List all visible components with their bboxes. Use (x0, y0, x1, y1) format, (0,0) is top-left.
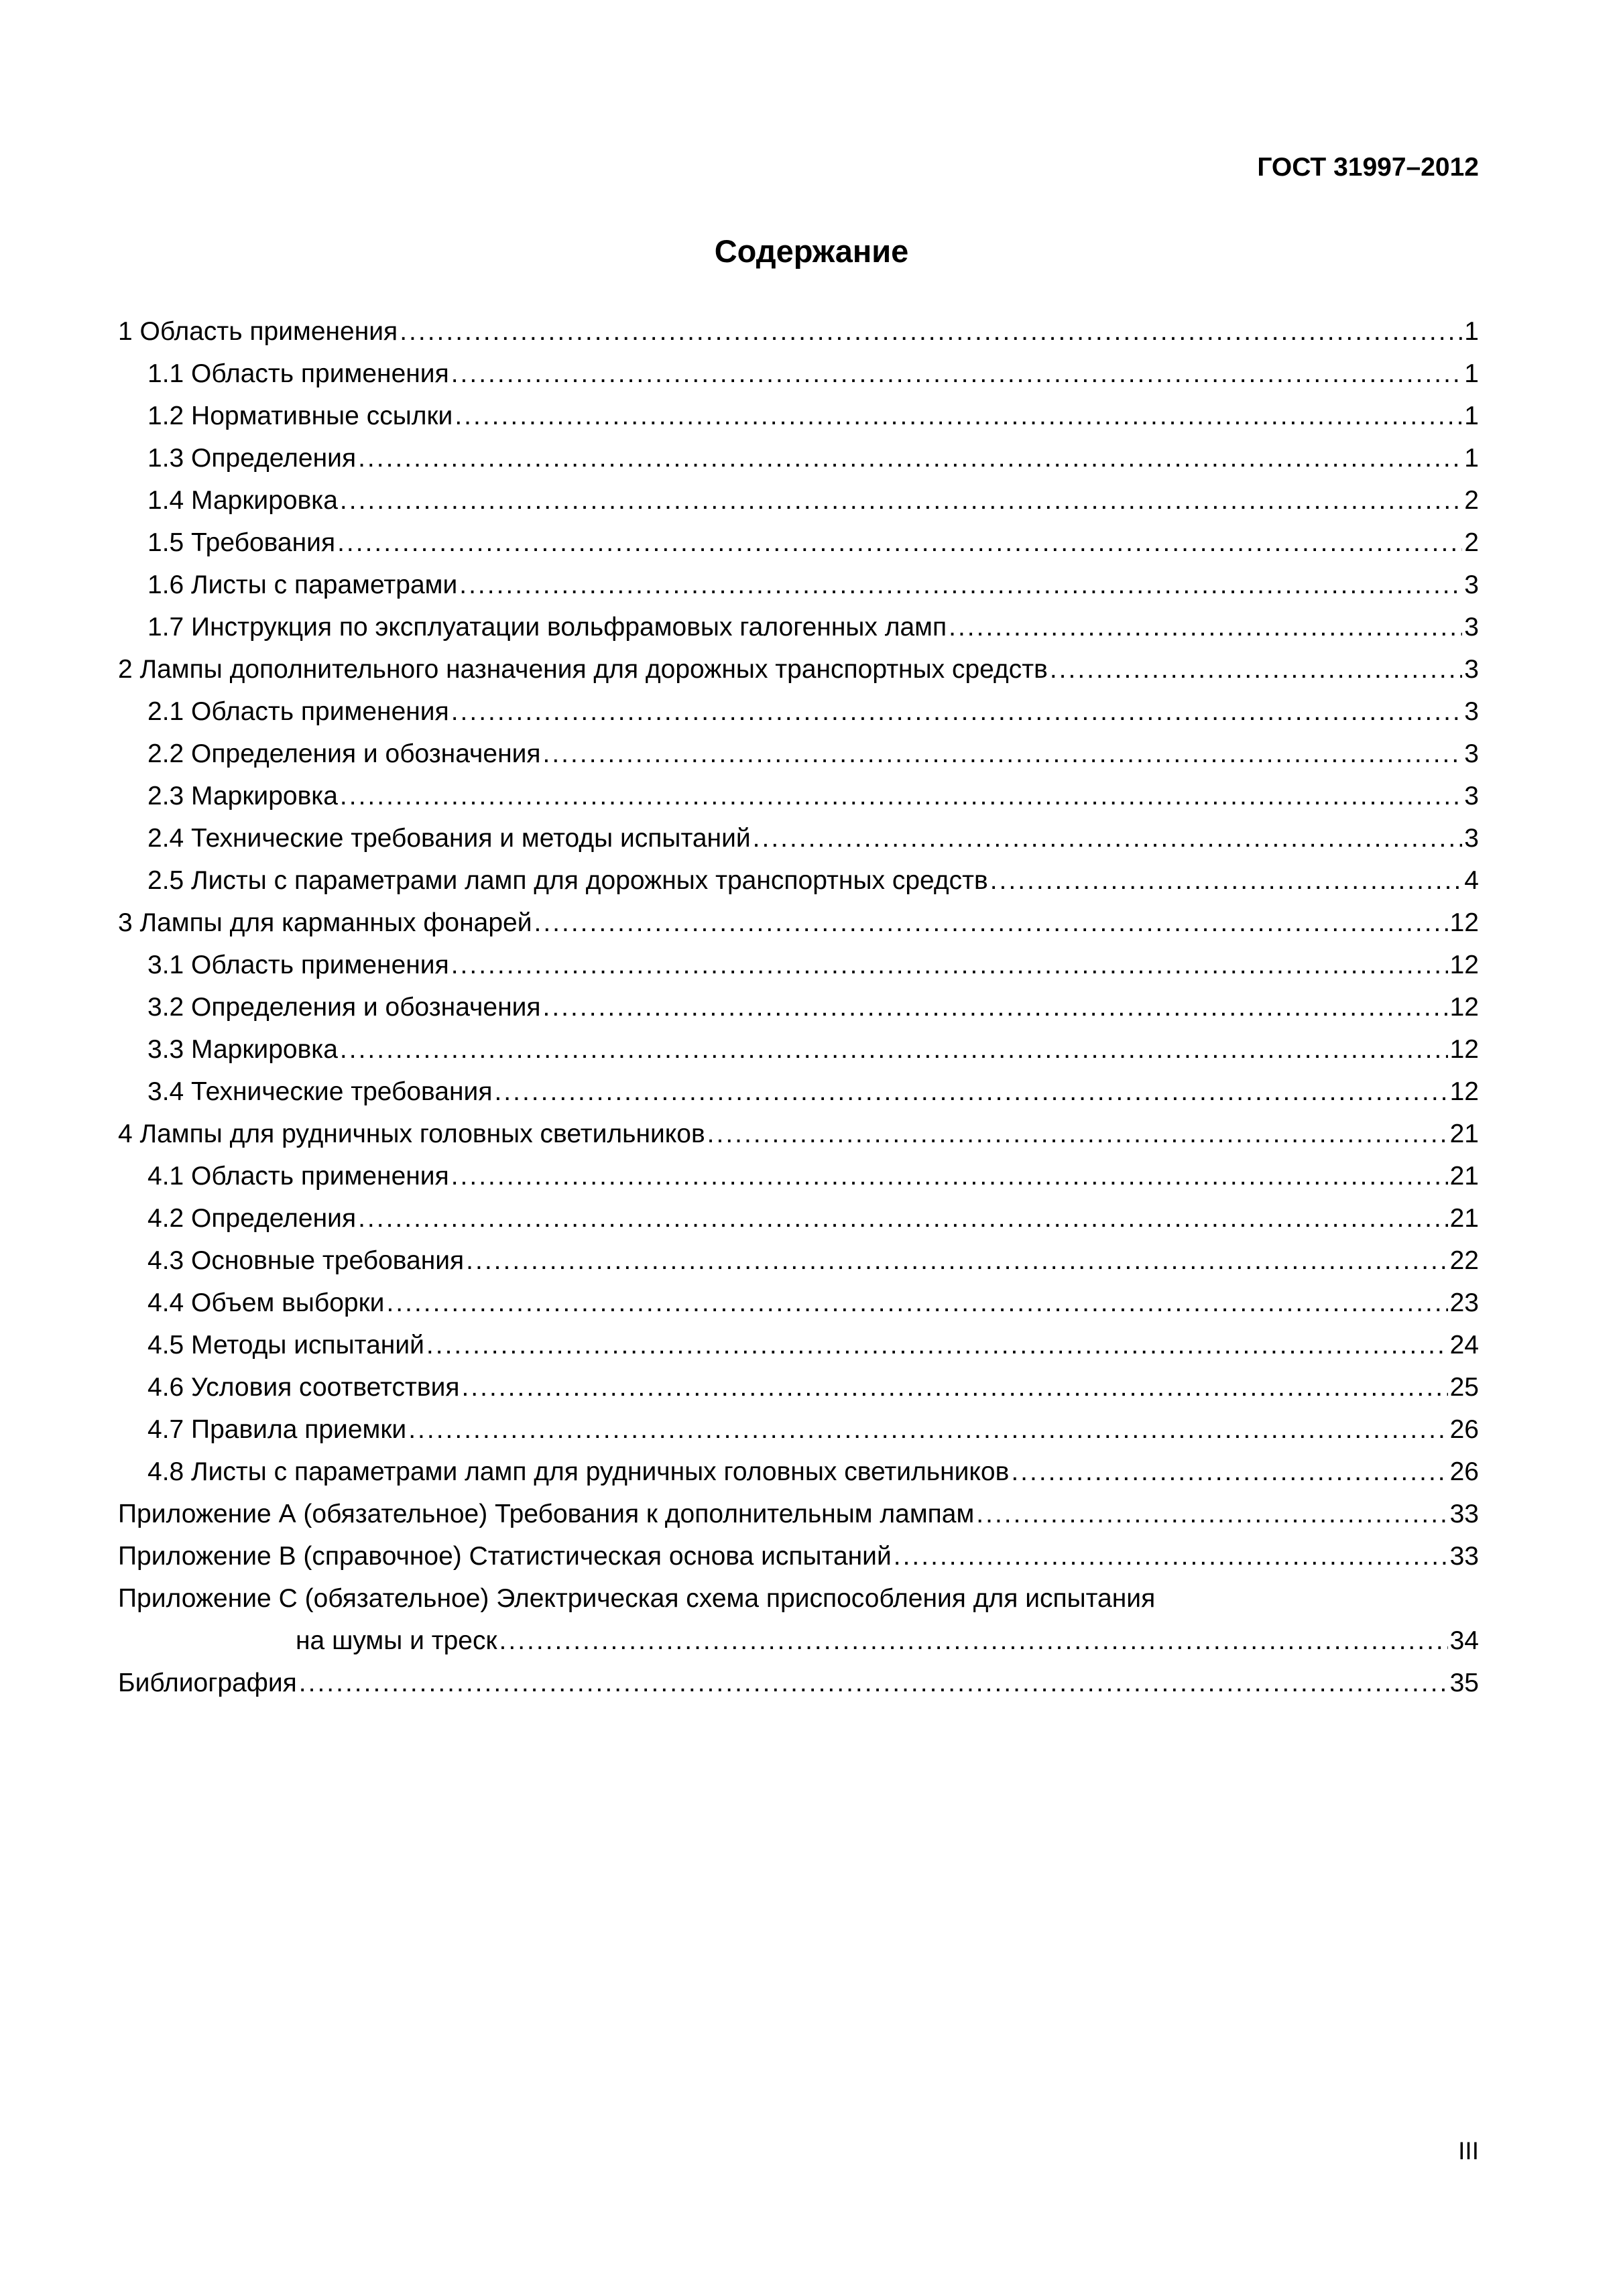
toc-entry-page: 1 (1464, 359, 1479, 388)
toc-dot-leader (461, 1366, 1447, 1408)
toc-entry-title: 3.2 Определения и обозначения (147, 993, 541, 1022)
toc-entry[interactable] (118, 733, 1479, 775)
toc-entry-title: 4.4 Объем выборки (147, 1288, 385, 1317)
toc-entry[interactable] (118, 1197, 1479, 1240)
toc-entry-title: 2.4 Технические требования и методы испытаний (147, 824, 751, 853)
toc-dot-leader (753, 817, 1463, 859)
toc-entry[interactable] (118, 817, 1479, 859)
toc-entry[interactable] (118, 1155, 1479, 1197)
toc-entry-title: 4.5 Методы испытаний (147, 1331, 424, 1360)
toc-dot-leader (340, 1028, 1448, 1071)
toc-entry-title: 3.1 Область применения (147, 951, 449, 979)
toc-entry[interactable] (118, 437, 1479, 479)
toc-entry-title-line2: на шумы и треск (296, 1626, 497, 1655)
toc-dot-leader (894, 1535, 1448, 1577)
toc-dot-leader (455, 395, 1462, 437)
toc-entry-title: 4.7 Правила приемки (147, 1415, 407, 1444)
document-code: ГОСТ 31997–2012 (1257, 153, 1479, 182)
toc-entry-title: Библиография (118, 1669, 297, 1697)
toc-entry-page: 33 (1449, 1542, 1479, 1571)
toc-entry-title: 1.2 Нормативные ссылки (147, 402, 453, 430)
toc-entry-page: 21 (1449, 1162, 1479, 1191)
toc-entry-page: 3 (1464, 570, 1479, 599)
toc-entry[interactable] (118, 1282, 1479, 1324)
toc-entry-title: 2.5 Листы с параметрами ламп для дорожных транспортных средств (147, 866, 988, 895)
toc-entry-page: 23 (1449, 1288, 1479, 1317)
toc-entry-title: 2.2 Определения и обозначения (147, 739, 541, 768)
toc-dot-leader (358, 1197, 1448, 1240)
toc-entry[interactable] (118, 648, 1479, 690)
toc-dot-leader (451, 944, 1448, 986)
toc-entry[interactable] (118, 1240, 1479, 1282)
toc-entry-page: 3 (1464, 655, 1479, 684)
toc-entry-page: 12 (1449, 993, 1479, 1022)
toc-entry-title: 4.3 Основные требования (147, 1246, 465, 1275)
toc-entry[interactable] (118, 1366, 1479, 1408)
toc-entry[interactable] (118, 1408, 1479, 1451)
toc-dot-leader (543, 986, 1448, 1028)
toc-entry-page: 21 (1449, 1204, 1479, 1233)
toc-entry-title: 1.6 Листы с параметрами (147, 570, 458, 599)
toc-dot-leader (494, 1071, 1447, 1113)
toc-entry-page: 12 (1449, 1077, 1479, 1106)
toc-entry-title: Приложение С (обязательное) Электрическая схема приспособления для испытания (118, 1584, 1156, 1613)
toc-entry-title: 4 Лампы для рудничных головных светильников (118, 1120, 705, 1148)
toc-dot-leader (299, 1662, 1448, 1704)
toc-entry-page: 12 (1449, 951, 1479, 979)
toc-dot-leader (976, 1493, 1447, 1535)
toc-entry[interactable] (118, 1451, 1479, 1493)
toc-entry-title: Приложение В (справочное) Статистическая основа испытаний (118, 1542, 892, 1571)
toc-entry-title: 2.3 Маркировка (147, 782, 338, 810)
toc-entry[interactable] (118, 775, 1479, 817)
toc-entry[interactable] (118, 1028, 1479, 1071)
toc-dot-leader (466, 1240, 1447, 1282)
toc-dot-leader (340, 775, 1462, 817)
toc-entry[interactable] (118, 986, 1479, 1028)
toc-entry[interactable] (118, 1535, 1479, 1577)
toc-dot-leader (1011, 1451, 1447, 1493)
toc-entry-page: 1 (1464, 444, 1479, 473)
toc-entry-page: 3 (1464, 824, 1479, 853)
toc-entry-page: 34 (1449, 1626, 1479, 1655)
page-title: Содержание (714, 233, 909, 269)
toc-entry-page: 25 (1449, 1373, 1479, 1402)
toc-entry-page: 12 (1449, 1035, 1479, 1064)
toc-entry[interactable] (118, 944, 1479, 986)
toc-dot-leader (400, 310, 1462, 353)
toc-dot-leader (386, 1282, 1447, 1324)
toc-entry[interactable] (118, 1493, 1479, 1535)
toc-dot-leader (358, 437, 1462, 479)
toc-entry-title: 1.3 Определения (147, 444, 357, 473)
toc-dot-leader (499, 1620, 1448, 1662)
toc-entry[interactable] (118, 522, 1479, 564)
toc-dot-leader (543, 733, 1463, 775)
toc-dot-leader (451, 690, 1463, 733)
toc-entry-page: 3 (1464, 613, 1479, 642)
toc-entry[interactable] (118, 310, 1479, 353)
toc-entry-page: 3 (1464, 782, 1479, 810)
toc-entry-title: 2 Лампы дополнительного назначения для дорожных транспортных средств (118, 655, 1048, 684)
toc-entry-page: 12 (1449, 908, 1479, 937)
toc-entry-title: 4.6 Условия соответствия (147, 1373, 460, 1402)
toc-entry-page: 33 (1449, 1500, 1479, 1528)
toc-entry[interactable] (118, 690, 1479, 733)
toc-entry-title: 4.1 Область применения (147, 1162, 449, 1191)
toc-entry[interactable] (118, 1577, 1479, 1662)
toc-entry[interactable] (118, 1324, 1479, 1366)
toc-entry-page: 1 (1464, 402, 1479, 430)
toc-entry-title: 3.3 Маркировка (147, 1035, 338, 1064)
toc-dot-leader (1050, 648, 1462, 690)
toc-entry-page: 35 (1449, 1669, 1479, 1697)
toc-dot-leader (408, 1408, 1447, 1451)
toc-dot-leader (337, 522, 1462, 564)
toc-entry-page: 4 (1464, 866, 1479, 895)
toc-entry-page: 3 (1464, 739, 1479, 768)
toc-entry-page: 3 (1464, 697, 1479, 726)
toc-entry[interactable] (118, 353, 1479, 395)
toc-entry[interactable] (118, 1113, 1479, 1155)
page-number: III (1458, 2137, 1479, 2165)
toc-entry-page: 24 (1449, 1331, 1479, 1360)
toc-entry-title: Приложение А (обязательное) Требования к дополнительным лампам (118, 1500, 975, 1528)
toc-entry[interactable] (118, 1071, 1479, 1113)
toc-entry-title: 3 Лампы для карманных фонарей (118, 908, 532, 937)
toc-entry-title: 4.2 Определения (147, 1204, 357, 1233)
table-of-contents (118, 310, 1479, 1704)
toc-entry-title-continuation (118, 1620, 1479, 1662)
toc-entry-title: 1.1 Область применения (147, 359, 449, 388)
toc-entry[interactable] (118, 479, 1479, 522)
toc-dot-leader (707, 1113, 1448, 1155)
toc-entry-page: 21 (1449, 1120, 1479, 1148)
toc-entry-title: 2.1 Область применения (147, 697, 449, 726)
toc-dot-leader (990, 859, 1463, 902)
toc-entry-title: 4.8 Листы с параметрами ламп для рудничных головных светильников (147, 1457, 1010, 1486)
toc-entry-page: 1 (1464, 317, 1479, 346)
toc-entry-title: 3.4 Технические требования (147, 1077, 493, 1106)
toc-dot-leader (459, 564, 1462, 606)
toc-dot-leader (534, 902, 1448, 944)
toc-entry[interactable] (118, 564, 1479, 606)
toc-entry[interactable] (118, 1662, 1479, 1704)
toc-entry-title: 1 Область применения (118, 317, 398, 346)
toc-entry[interactable] (118, 859, 1479, 902)
toc-dot-leader (451, 1155, 1448, 1197)
toc-dot-leader (451, 353, 1463, 395)
toc-entry-page: 26 (1449, 1415, 1479, 1444)
toc-entry-page: 2 (1464, 528, 1479, 557)
toc-entry-page: 26 (1449, 1457, 1479, 1486)
toc-entry[interactable] (118, 902, 1479, 944)
toc-entry-title: 1.5 Требования (147, 528, 336, 557)
toc-dot-leader (340, 479, 1462, 522)
toc-entry-page: 22 (1449, 1246, 1479, 1275)
toc-dot-leader (426, 1324, 1448, 1366)
toc-entry-title: 1.7 Инструкция по эксплуатации вольфрамовых галогенных ламп (147, 613, 947, 642)
toc-entry-title: 1.4 Маркировка (147, 486, 338, 515)
toc-entry[interactable] (118, 606, 1479, 648)
toc-entry-page: 2 (1464, 486, 1479, 515)
toc-dot-leader (949, 606, 1462, 648)
toc-entry[interactable] (118, 395, 1479, 437)
